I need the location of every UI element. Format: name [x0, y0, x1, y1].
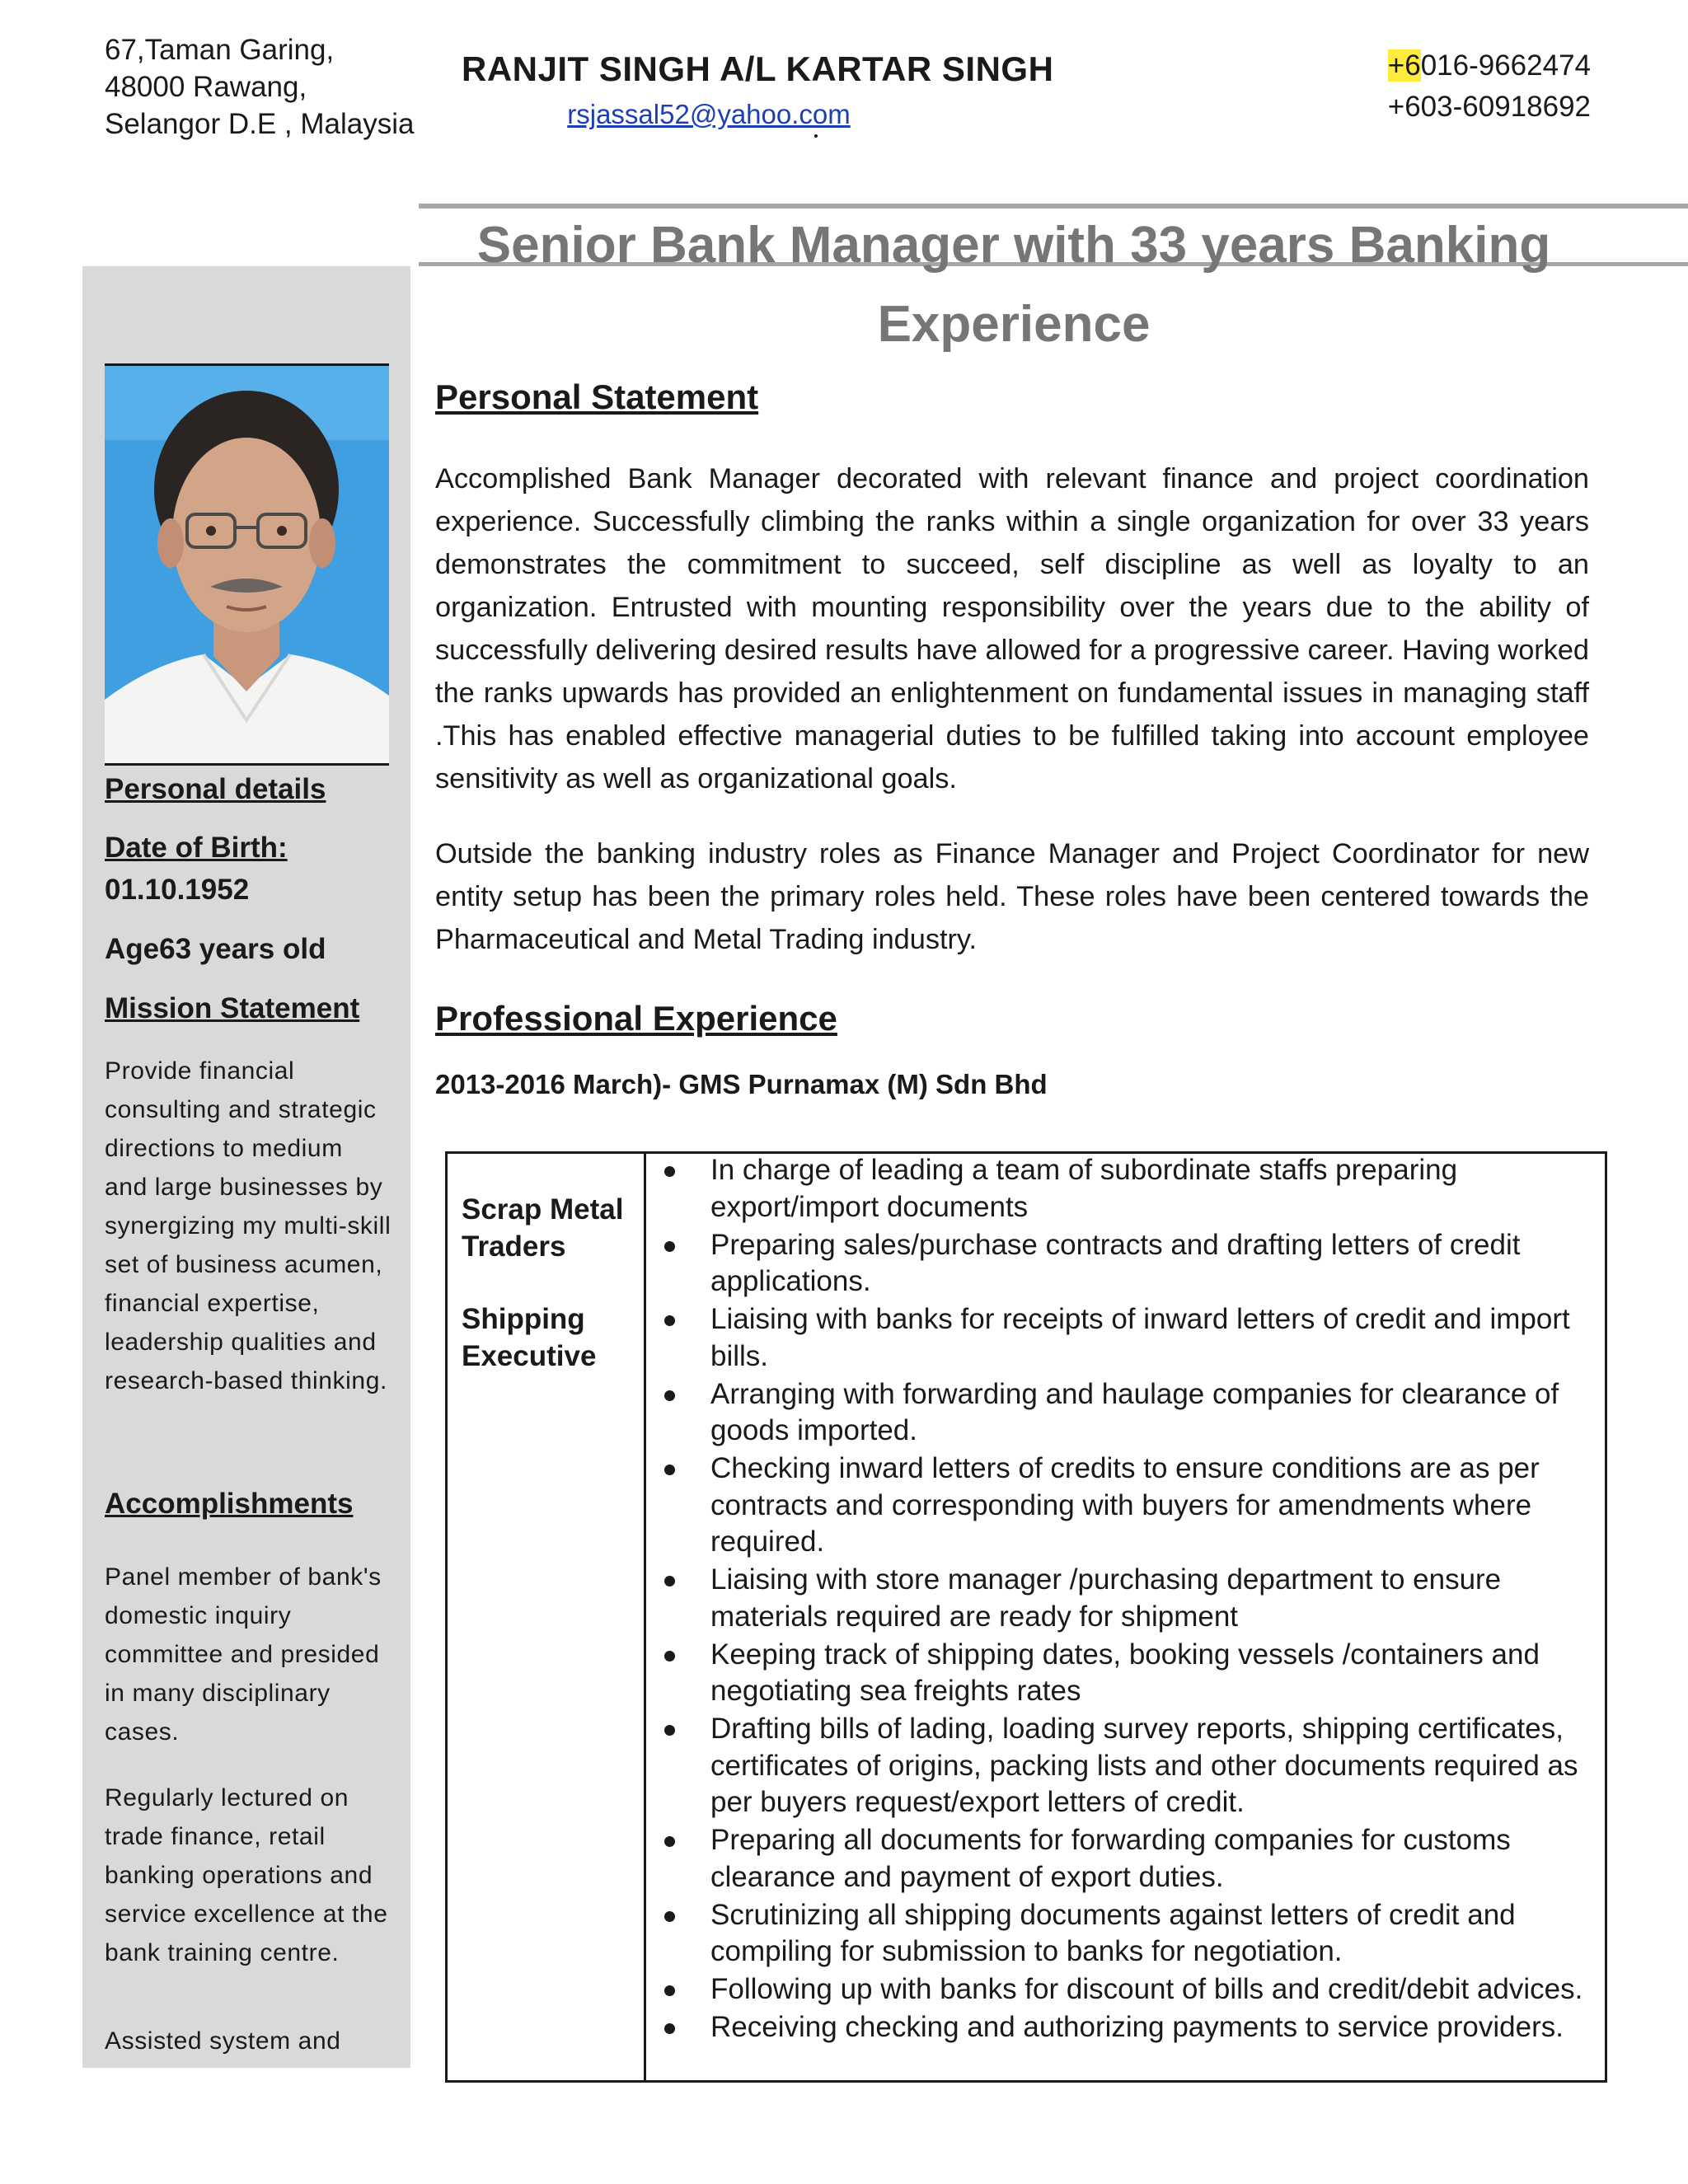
personal-statement-heading: Personal Statement	[435, 377, 759, 416]
duty-text: Following up with banks for discount of bills and credit/debit advices.	[710, 1973, 1583, 2005]
role-label	[462, 1301, 596, 1375]
phone-mobile-number: 016-9662474	[1420, 49, 1591, 82]
bullet-icon	[664, 1241, 675, 1252]
accomplishment-line: Assisted system and	[105, 2027, 341, 2055]
mission-line: Provide financial	[105, 1057, 295, 1085]
accomplishment-line: Regularly lectured on	[105, 1784, 349, 1811]
personal-statement-paragraph: Accomplished Bank Manager decorated with relevant finance and project coordination experience. Successfully climbing the ranks within a single organization for over 33 years demonstrates the commitment to succeed, self discipline as well as loyalty to an organization. Entrusted with mounting responsibility over the years due to the ability of successfully delivering desired results have allowed for a progressive career. Having worked the ranks upwards has provided an enlightenment on fundamental issues in managing staff .This has enabled effective managerial duties to be fulfilled taking into account employee sensitivity as well as organizational goals.	[435, 463, 1589, 794]
duty-item	[659, 1376, 1603, 1450]
bullet-icon	[664, 1465, 675, 1475]
phone-block	[1388, 45, 1591, 128]
accomplishment-line: domestic inquiry	[105, 1602, 292, 1629]
dob-value: 01.10.1952	[105, 874, 250, 906]
accomplishment-line: committee and presided	[105, 1641, 380, 1668]
bullet-icon	[664, 1725, 675, 1736]
bullet-icon	[664, 1985, 675, 1996]
role-line: Scrap Metal	[462, 1193, 624, 1226]
duty-text: Preparing sales/purchase contracts and drafting letters of credit applications.	[710, 1228, 1521, 1297]
duty-text: Scrutinizing all shipping documents against letters of credit and compiling for submission to banks for negotiation.	[710, 1898, 1516, 1967]
duty-item	[659, 1637, 1603, 1710]
address-line: 48000 Rawang,	[105, 71, 307, 103]
mission-line: and large businesses by	[105, 1174, 383, 1201]
headline-line: Senior Bank Manager with 33 years Banking	[476, 217, 1551, 274]
mission-line: research-based thinking.	[105, 1367, 387, 1394]
duty-item	[659, 1301, 1603, 1375]
bullet-icon	[664, 1651, 675, 1661]
headline	[429, 206, 1599, 364]
bullet-icon	[664, 1911, 675, 1922]
duty-item	[659, 1451, 1603, 1561]
job-title: 2013-2016 March)- GMS Purnamax (M) Sdn Bhd	[435, 1069, 1048, 1099]
duty-item	[659, 1711, 1603, 1821]
mission-line: directions to medium	[105, 1135, 343, 1162]
duty-text: Liaising with banks for receipts of inward letters of credit and import bills.	[710, 1303, 1570, 1372]
duty-text: Liaising with store manager /purchasing department to ensure materials required are ready for shipment	[710, 1563, 1502, 1633]
role-line: Shipping	[462, 1303, 585, 1335]
phone-landline: +603-60918692	[1387, 91, 1591, 123]
duty-item	[659, 1227, 1603, 1301]
accomplishment-line: cases.	[105, 1718, 180, 1746]
accomplishment-item	[105, 1779, 401, 1972]
duty-item	[659, 1562, 1603, 1635]
accomplishment-line: Panel member of bank's	[105, 1563, 382, 1591]
stray-dot	[814, 134, 818, 138]
duty-item	[659, 1152, 1603, 1226]
table-column-divider	[644, 1151, 646, 2083]
role-label	[462, 1191, 623, 1265]
bullet-icon	[664, 1166, 675, 1177]
accomplishment-line: banking operations and	[105, 1862, 373, 1889]
accomplishment-line: in many disciplinary	[105, 1680, 331, 1707]
accomplishment-line: bank training centre.	[105, 1939, 340, 1966]
candidate-name: RANJIT SINGH A/L KARTAR SINGH	[462, 49, 1054, 88]
address-line: 67,Taman Garing,	[105, 34, 335, 66]
profile-photo	[105, 366, 389, 763]
bullet-icon	[664, 1576, 675, 1586]
bullet-icon	[664, 1390, 675, 1401]
dob-label: Date of Birth:	[105, 832, 288, 864]
role-line: Executive	[462, 1340, 597, 1372]
mission-heading: Mission Statement	[105, 992, 360, 1024]
accomplishment-line: trade finance, retail	[105, 1823, 326, 1850]
duty-text: In charge of leading a team of subordinate staffs preparing export/import documents	[710, 1154, 1458, 1223]
photo-rule-bottom	[105, 763, 389, 766]
phone-mobile	[1388, 45, 1591, 87]
email-link[interactable]: rsjassal52@yahoo.com	[567, 99, 851, 129]
duty-item	[659, 2009, 1603, 2046]
duty-item	[659, 1897, 1603, 1971]
duty-item	[659, 1971, 1603, 2008]
accomplishments-heading: Accomplishments	[105, 1488, 354, 1520]
accomplishment-item	[105, 1558, 401, 1751]
accomplishment-item	[105, 2022, 401, 2060]
mission-line: synergizing my multi-skill	[105, 1212, 392, 1240]
mission-text	[105, 1052, 401, 1400]
address-block	[105, 31, 414, 143]
duty-text: Preparing all documents for forwarding companies for customs clearance and payment of export duties.	[710, 1824, 1511, 1893]
bullet-icon	[664, 2023, 675, 2034]
role-line: Traders	[462, 1230, 566, 1263]
duty-item	[659, 1822, 1603, 1896]
mission-line: set of business acumen,	[105, 1251, 383, 1278]
duty-text: Checking inward letters of credits to ensure conditions are as per contracts and corresponding with buyers for amendments where required.	[710, 1452, 1540, 1558]
duty-text: Receiving checking and authorizing payments to service providers.	[710, 2011, 1564, 2043]
personal-statement-paragraph: Outside the banking industry roles as Finance Manager and Project Coordinator for new entity setup has been the primary roles held. These roles have been centered towards the Pharmaceutical and Metal Trading industry.	[435, 838, 1589, 955]
bullet-icon	[664, 1315, 675, 1326]
bullet-icon	[664, 1836, 675, 1847]
personal-details-heading: Personal details	[105, 773, 326, 805]
phone-highlight: +6	[1387, 49, 1421, 82]
address-line: Selangor D.E , Malaysia	[105, 108, 415, 140]
duties-list	[659, 1152, 1603, 2047]
duty-text: Keeping track of shipping dates, booking vessels /containers and negotiating sea freights rates	[710, 1638, 1540, 1707]
accomplishment-line: service excellence at the	[105, 1900, 388, 1928]
mission-line: financial expertise,	[105, 1290, 320, 1317]
duty-text: Drafting bills of lading, loading survey reports, shipping certificates, certificates of origins, packing lists and other documents required as per buyers request/export letters of credit.	[710, 1713, 1578, 1818]
mission-line: consulting and strategic	[105, 1096, 377, 1123]
headline-line: Experience	[877, 296, 1151, 353]
mission-line: leadership qualities and	[105, 1329, 377, 1356]
duty-text: Arranging with forwarding and haulage companies for clearance of goods imported.	[710, 1377, 1559, 1446]
professional-experience-heading: Professional Experience	[435, 999, 837, 1038]
age-text: Age63 years old	[105, 933, 326, 965]
